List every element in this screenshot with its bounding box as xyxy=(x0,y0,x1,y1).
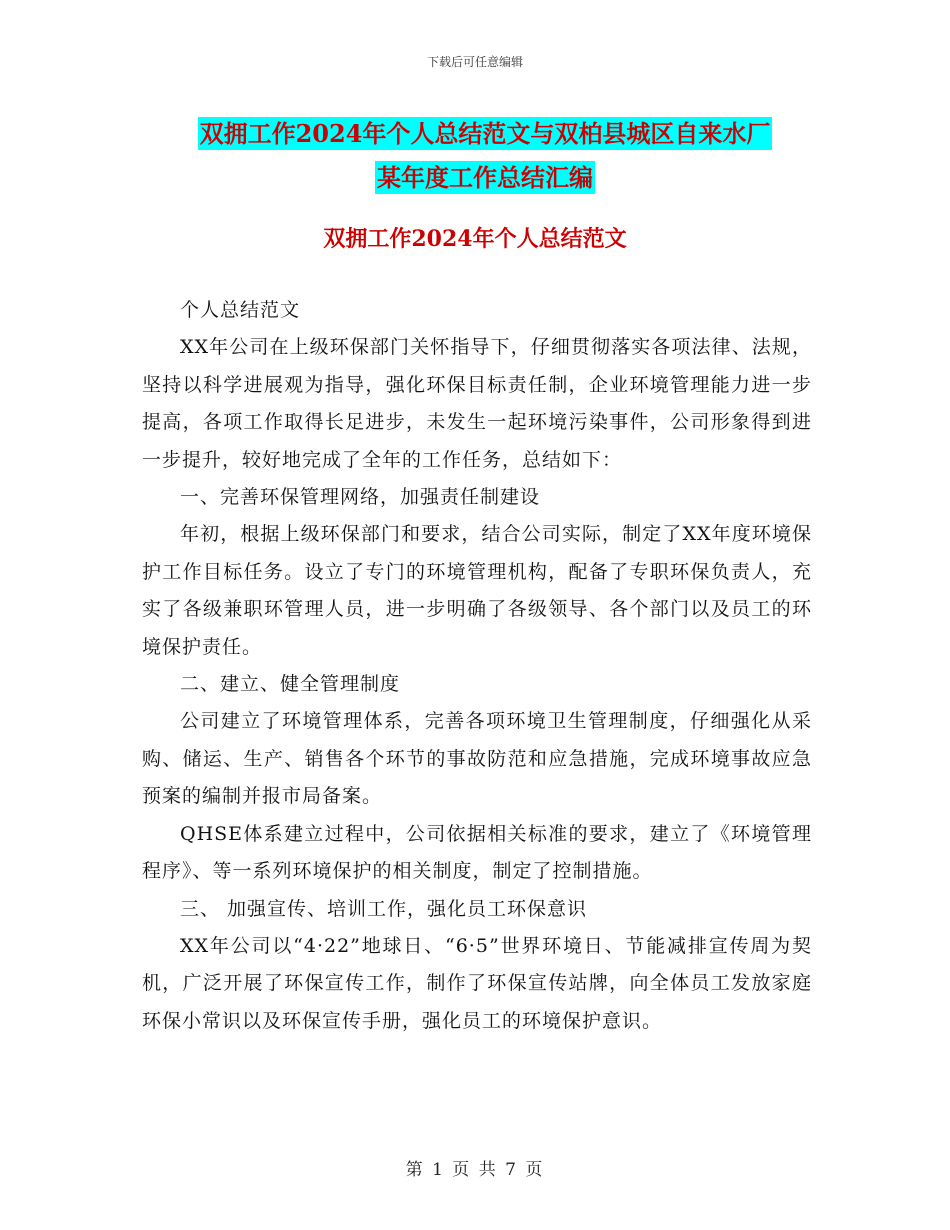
document-body xyxy=(142,292,812,1040)
paragraph-2b: QHSE体系建立过程中，公司依据相关标准的要求，建立了《环境管理程序》、等一系列环境保护的相关制度，制定了控制措施。 xyxy=(142,822,812,883)
section-title: 双拥工作2024年个人总结范文 xyxy=(323,226,627,252)
paragraph-1: 年初，根据上级环保部门和要求，结合公司实际，制定了XX年度环境保护工作目标任务。设立了专门的环境管理机构，配备了专职环保负责人，充实了各级兼职环管理人员，进一步明确了各级领导、各个部门以及员工的环境保护责任。 xyxy=(142,523,812,658)
page-footer: 第 1 页 共 7 页 xyxy=(405,1160,545,1180)
paragraph-intro: XX年公司在上级环保部门关怀指导下，仔细贯彻落实各项法律、法规，坚持以科学进展观为指导，强化环保目标责任制，企业环境管理能力进一步提高，各项工作取得长足进步，未发生一起环境污染事件，公司形象得到进一步提升，较好地完成了全年的工作任务，总结如下： xyxy=(142,336,812,471)
main-title xyxy=(140,112,830,200)
heading-1: 一、完善环保管理网络，加强责任制建设 xyxy=(180,486,541,509)
heading-2: 二、建立、健全管理制度 xyxy=(180,673,401,696)
header-note: 下载后可任意编辑 xyxy=(426,55,523,69)
main-title-line-1: 双拥工作2024年个人总结范文与双柏县城区自来水厂 xyxy=(199,119,771,148)
paragraph-subheading: 个人总结范文 xyxy=(180,299,301,321)
heading-3: 三、 加强宣传、培训工作，强化员工环保意识 xyxy=(180,897,588,920)
main-title-line-2: 某年度工作总结汇编 xyxy=(377,163,593,192)
paragraph-3: XX年公司以“4·22”地球日、“6·5”世界环境日、节能减排宣传周为契机，广泛开展了环保宣传工作，制作了环保宣传站牌，向全体员工发放家庭环保小常识以及环保宣传手册，强化员工的环境保护意识。 xyxy=(142,934,812,1032)
paragraph-2a: 公司建立了环境管理体系，完善各项环境卫生管理制度，仔细强化从采购、储运、生产、销售各个环节的事故防范和应急措施，完成环境事故应急预案的编制并报市局备案。 xyxy=(142,710,812,808)
